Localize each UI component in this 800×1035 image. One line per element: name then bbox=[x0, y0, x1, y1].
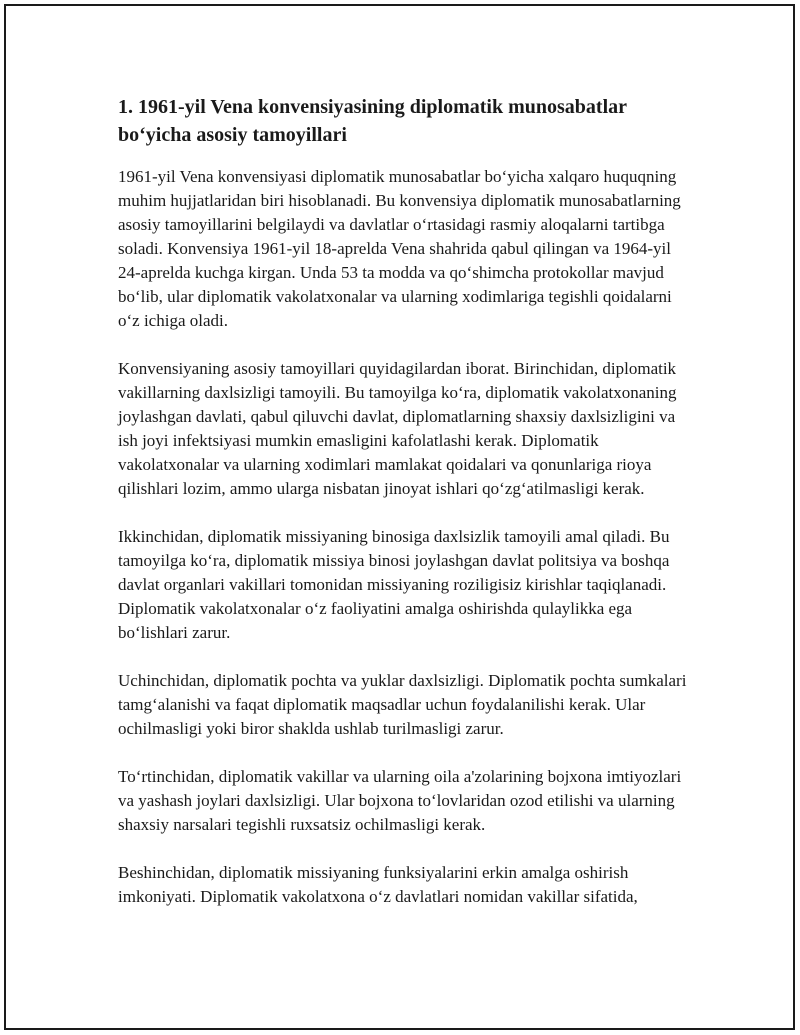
paragraph-fourth: To‘rtinchidan, diplomatik vakillar va ularning oila a'zolarining bojxona imtiyozlari va yashash joylari daxlsizligi. Ular bojxona to‘lovlaridan ozod etilishi va ularning shaxsiy narsalari tegishli ruxsatsiz ochilmasligi kerak. bbox=[118, 767, 682, 834]
document-body bbox=[118, 93, 698, 933]
paragraph-third: Uchinchidan, diplomatik pochta va yuklar daxlsizligi. Diplomatik pochta sumkalari tamg‘alanishi va faqat diplomatik maqsadlar uchun foydalanilishi kerak. Ular ochilmasligi yoki biror shaklda ushlab turilmasligi zarur. bbox=[118, 671, 687, 738]
section-heading: 1. 1961-yil Vena konvensiyasining diplomatik munosabatlar bo‘yicha asosiy tamoyillari bbox=[118, 96, 627, 146]
paragraph-principles: Konvensiyaning asosiy tamoyillari quyidagilardan iborat. Birinchidan, diplomatik vakillarning daxlsizligi tamoyili. Bu tamoyilga ko‘ra, diplomatik vakolatxonaning joylashgan davlati, qabul qiluvchi davlat, diplomatlarning shaxsiy daxlsizligini va ish joyi infektsiyasi mumkin emasligini kafolatlashi kerak. Diplomatik vakolatxonalar va ularning xodimlari mamlakat qoidalari va qonunlariga rioya qilishlari lozim, ammo ularga nisbatan jinoyat ishlari qo‘zg‘atilmasligi kerak. bbox=[118, 359, 677, 498]
paragraph-second: Ikkinchidan, diplomatik missiyaning binosiga daxlsizlik tamoyili amal qiladi. Bu tamoyilga ko‘ra, diplomatik missiya binosi joylashgan davlat politsiya va boshqa davlat organlari vakillari tomonidan missiyaning roziligisiz kirishlar taqiqlanadi. Diplomatik vakolatxonalar o‘z faoliyatini amalga oshirishda qulaylikka ega bo‘lishlari zarur. bbox=[118, 527, 670, 642]
paragraph-intro: 1961-yil Vena konvensiyasi diplomatik munosabatlar bo‘yicha xalqaro huquqning muhim hujjatlaridan biri hisoblanadi. Bu konvensiya diplomatik munosabatlarning asosiy tamoyillarini belgilaydi va davlatlar o‘rtasidagi rasmiy aloqalarni tartibga soladi. Konvensiya 1961-yil 18-aprelda Vena shahrida qabul qilingan va 1964-yil 24-aprelda kuchga kirgan. Unda 53 ta modda va qo‘shimcha protokollar mavjud bo‘lib, ular diplomatik vakolatxonalar va ularning xodimlariga tegishli qoidalarni o‘z ichiga oladi. bbox=[118, 167, 681, 330]
paragraph-fifth: Beshinchidan, diplomatik missiyaning funksiyalarini erkin amalga oshirish imkoniyati. Diplomatik vakolatxona o‘z davlatlari nomidan vakillar sifatida, bbox=[118, 863, 638, 906]
